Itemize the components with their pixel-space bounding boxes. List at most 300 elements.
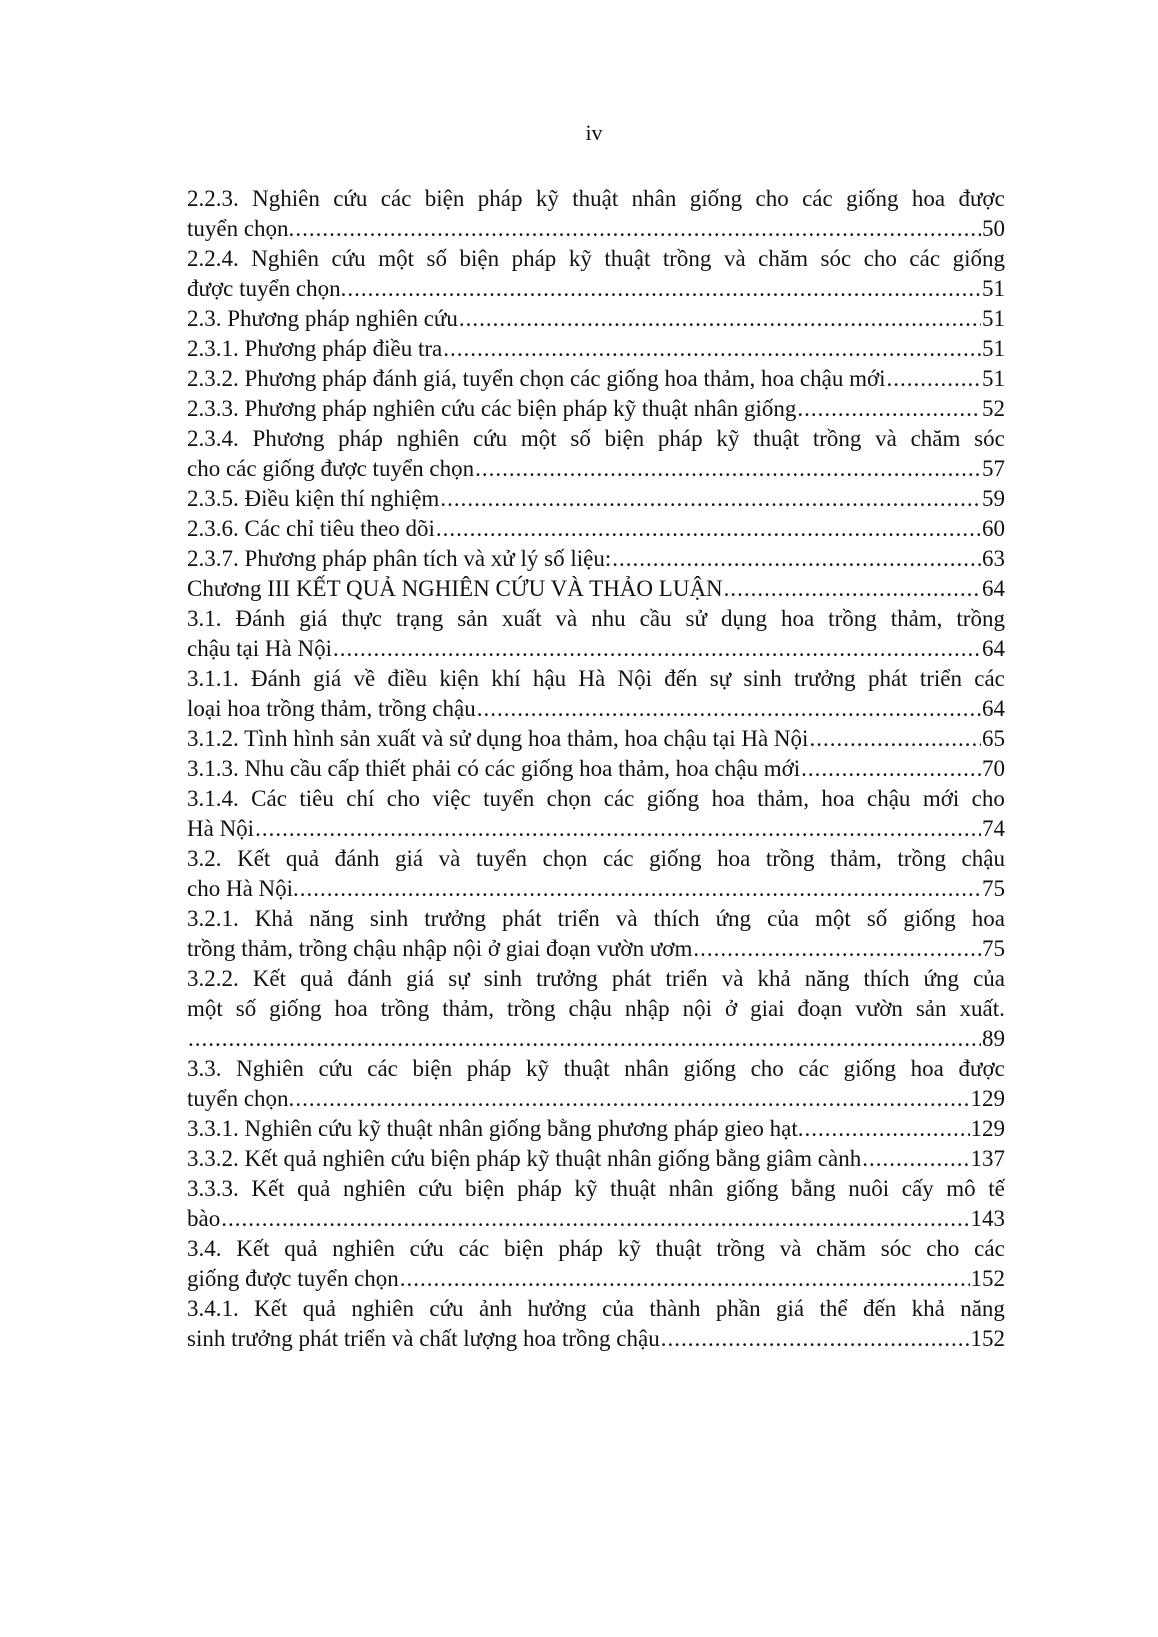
toc-entry-text: 2.3.6. Các chỉ tiêu theo dõi bbox=[187, 516, 435, 541]
toc-word: số bbox=[235, 996, 257, 1021]
toc-entry-line bbox=[187, 1204, 1005, 1234]
toc-entry-line bbox=[187, 574, 1005, 604]
toc-word: kỹ bbox=[535, 186, 559, 211]
toc-word: trồng bbox=[812, 426, 862, 451]
toc-word: phát bbox=[611, 966, 652, 991]
toc-page-number: 50 bbox=[982, 216, 1005, 241]
toc-word: 3.2.2. bbox=[187, 966, 239, 991]
toc-word: sinh bbox=[743, 666, 782, 691]
toc-word: giống bbox=[725, 1176, 779, 1201]
toc-leader-dots bbox=[188, 1024, 981, 1054]
toc-word: cứu bbox=[331, 246, 366, 271]
toc-leader-dots bbox=[862, 1144, 969, 1174]
toc-leader-dots bbox=[661, 1324, 970, 1354]
toc-word: biện bbox=[464, 1176, 505, 1201]
toc-leader-dots bbox=[612, 544, 981, 574]
toc-word: sản bbox=[457, 606, 488, 631]
toc-word: chậu bbox=[866, 786, 911, 811]
toc-word: biện bbox=[604, 426, 645, 451]
toc-word: nhu bbox=[591, 606, 626, 631]
toc-word: của bbox=[767, 906, 800, 931]
toc-word: thể bbox=[819, 1296, 848, 1321]
toc-word: Nghiên bbox=[252, 186, 320, 211]
toc-page-number: 51 bbox=[982, 276, 1005, 301]
toc-word: phát bbox=[867, 666, 908, 691]
toc-page-number: 129 bbox=[970, 1086, 1005, 1111]
toc-word: dụng bbox=[720, 606, 767, 631]
toc-word: chăm bbox=[758, 246, 808, 271]
toc-word: thuật bbox=[563, 1056, 610, 1081]
toc-word: giai bbox=[750, 996, 785, 1021]
toc-entry-line bbox=[187, 1174, 1005, 1204]
toc-word: chăm bbox=[910, 426, 961, 451]
toc-word: triển bbox=[919, 666, 962, 691]
toc-word: cứu bbox=[418, 1176, 453, 1201]
toc-word: Hà bbox=[578, 666, 606, 691]
toc-word: các bbox=[367, 1056, 398, 1081]
toc-word: triển bbox=[557, 906, 600, 931]
toc-word: cấy bbox=[901, 1176, 934, 1201]
toc-word: các bbox=[802, 186, 833, 211]
toc-word: thảm, bbox=[890, 606, 943, 631]
toc-entry-line bbox=[187, 484, 1005, 514]
toc-page-number: 64 bbox=[982, 696, 1005, 721]
toc-word: 2.2.3. bbox=[187, 186, 239, 211]
toc-word: phát bbox=[501, 906, 542, 931]
toc-entry-line bbox=[187, 274, 1005, 304]
toc-word: chọn bbox=[542, 846, 588, 871]
toc-word: giống bbox=[689, 186, 743, 211]
toc-word: mới bbox=[922, 786, 960, 811]
toc-word: các bbox=[380, 186, 412, 211]
toc-entry bbox=[187, 724, 1005, 754]
toc-word: triển bbox=[665, 966, 708, 991]
toc-word: khả bbox=[911, 1296, 945, 1321]
toc-leader-dots bbox=[255, 814, 981, 844]
toc-word: các bbox=[909, 246, 941, 271]
toc-entry-line bbox=[187, 1054, 1005, 1084]
toc-word: thực bbox=[341, 606, 382, 631]
toc-page-number: 52 bbox=[982, 396, 1005, 421]
toc-page-number: 60 bbox=[982, 516, 1005, 541]
toc-word: Kết bbox=[251, 1176, 285, 1201]
toc-entry-line bbox=[187, 634, 1005, 664]
toc-word: sử bbox=[685, 606, 707, 631]
toc-page-number: 63 bbox=[982, 546, 1005, 571]
toc-leader-dots bbox=[440, 484, 981, 514]
toc-word: đoạn bbox=[797, 996, 843, 1021]
toc-word: xuất bbox=[501, 606, 542, 631]
toc-word: chậu bbox=[961, 846, 1005, 871]
toc-page-number: 143 bbox=[970, 1206, 1005, 1231]
toc-word: được bbox=[958, 1056, 1005, 1081]
toc-word: đến bbox=[664, 666, 698, 691]
toc-entry-line bbox=[187, 874, 1005, 904]
toc-word: giá bbox=[776, 1296, 805, 1321]
toc-word: hoa bbox=[711, 786, 745, 811]
toc-entry-text: 3.1.2. Tình hình sản xuất và sử dụng hoa thảm, hoa chậu tại Hà Nội bbox=[187, 726, 809, 751]
toc-entry-line bbox=[187, 1324, 1005, 1354]
toc-leader-dots bbox=[804, 1114, 969, 1144]
toc-entry-text: 3.3.2. Kết quả nghiên cứu biện pháp kỹ thuật nhân giống bằng giâm cành bbox=[187, 1146, 862, 1171]
toc-word: nghiên bbox=[396, 426, 460, 451]
toc-page-number: 51 bbox=[982, 336, 1005, 361]
toc-word: thảm, bbox=[442, 996, 494, 1021]
toc-word: giống bbox=[683, 1056, 736, 1081]
toc-word: được bbox=[958, 186, 1005, 211]
toc-entry-text: 2.3.1. Phương pháp điều tra bbox=[187, 336, 443, 361]
toc-word: thuật bbox=[604, 246, 651, 271]
toc-entry bbox=[187, 964, 1005, 1054]
toc-word: giống bbox=[269, 996, 322, 1021]
toc-entry-line bbox=[187, 1294, 1005, 1324]
toc-entry-line bbox=[187, 424, 1005, 454]
toc-page-number: 129 bbox=[970, 1116, 1005, 1141]
toc-entry-line bbox=[187, 724, 1005, 754]
toc-leader-dots bbox=[459, 304, 981, 334]
toc-entry bbox=[187, 484, 1005, 514]
toc-word: các bbox=[458, 1236, 490, 1261]
toc-entry-line bbox=[187, 1264, 1005, 1294]
toc-entry bbox=[187, 904, 1005, 964]
toc-entry bbox=[187, 844, 1005, 904]
toc-entry-line bbox=[187, 214, 1005, 244]
toc-word: Nội bbox=[617, 666, 652, 691]
toc-word: giống bbox=[903, 906, 956, 931]
toc-word: giá bbox=[394, 846, 424, 871]
toc-word: việc bbox=[432, 786, 471, 811]
toc-leader-dots bbox=[693, 934, 981, 964]
toc-word: hoa bbox=[910, 1056, 944, 1081]
toc-word: sinh bbox=[369, 906, 409, 931]
toc-entry-line bbox=[187, 814, 1005, 844]
toc-word: trồng bbox=[380, 996, 430, 1021]
toc-word: Đánh bbox=[235, 606, 286, 631]
toc-word: nhân bbox=[668, 1176, 714, 1201]
toc-word: Các bbox=[251, 786, 287, 811]
toc-word: Kết bbox=[236, 1236, 270, 1261]
toc-word: cho bbox=[750, 1056, 784, 1081]
toc-page-number: 75 bbox=[982, 936, 1005, 961]
toc-page-number: 51 bbox=[982, 366, 1005, 391]
toc-entry bbox=[187, 784, 1005, 844]
toc-word: Kết bbox=[252, 966, 287, 991]
toc-word: hoa bbox=[821, 786, 855, 811]
toc-entry bbox=[187, 334, 1005, 364]
toc-word: chọn bbox=[546, 786, 592, 811]
toc-entry-text: 2.3. Phương pháp nghiên cứu bbox=[187, 306, 458, 331]
toc-word: của bbox=[973, 966, 1005, 991]
toc-word: điều bbox=[387, 666, 428, 691]
toc-word: thảm, bbox=[757, 786, 809, 811]
toc-page-number: 152 bbox=[970, 1266, 1005, 1291]
toc-word: thuật bbox=[572, 186, 619, 211]
toc-word: giá bbox=[299, 606, 328, 631]
toc-entry bbox=[187, 364, 1005, 394]
toc-entry-text: giống được tuyển chọn bbox=[187, 1266, 399, 1291]
toc-leader-dots bbox=[801, 754, 981, 784]
toc-leader-dots bbox=[443, 334, 981, 364]
toc-entry-line bbox=[187, 754, 1005, 784]
toc-entry-text: sinh trưởng phát triển và chất lượng hoa trồng chậu bbox=[187, 1326, 660, 1351]
toc-word: nhập bbox=[624, 996, 670, 1021]
toc-entry-text: 2.3.7. Phương pháp phân tích và xử lý số liệu: bbox=[187, 546, 612, 571]
toc-entry-text: 2.3.2. Phương pháp đánh giá, tuyển chọn các giống hoa thảm, hoa chậu mới bbox=[187, 366, 886, 391]
toc-word: kiện bbox=[439, 666, 479, 691]
toc-word: một bbox=[187, 996, 223, 1021]
toc-word: trồng bbox=[662, 246, 712, 271]
toc-entry-line bbox=[187, 544, 1005, 574]
toc-word: cho bbox=[863, 246, 897, 271]
toc-word: hoa bbox=[911, 186, 946, 211]
toc-word: chăm bbox=[816, 1236, 866, 1261]
toc-word: kỹ bbox=[716, 426, 740, 451]
toc-word: năng bbox=[960, 1296, 1005, 1321]
toc-word: phần bbox=[715, 1296, 761, 1321]
toc-word: số bbox=[426, 246, 447, 271]
toc-leader-dots bbox=[221, 1204, 969, 1234]
toc-word: xuất. bbox=[959, 996, 1005, 1021]
toc-leader-dots bbox=[436, 514, 981, 544]
toc-word: hậu bbox=[532, 666, 567, 691]
toc-word: pháp bbox=[558, 1236, 604, 1261]
toc-entry-text: trồng thảm, trồng chậu nhập nội ở giai đoạn vườn ươm bbox=[187, 936, 693, 961]
toc-entry-line bbox=[187, 1084, 1005, 1114]
toc-word: Kết bbox=[254, 1296, 288, 1321]
toc-word: nghiên bbox=[332, 1236, 395, 1261]
toc-entry bbox=[187, 1054, 1005, 1114]
toc-entry-text: tuyển chọn. bbox=[187, 216, 295, 241]
toc-entry-line bbox=[187, 244, 1005, 274]
toc-word: sản bbox=[915, 996, 947, 1021]
toc-word: và bbox=[721, 966, 744, 991]
toc-word: trạng bbox=[395, 606, 444, 631]
toc-leader-dots bbox=[400, 1264, 970, 1294]
toc-word: 3.3.3. bbox=[187, 1176, 239, 1201]
toc-word: biện bbox=[412, 1056, 453, 1081]
toc-page-number: 152 bbox=[970, 1326, 1005, 1351]
toc-entry-text: Hà Nội bbox=[187, 816, 255, 841]
toc-word: 3.1. bbox=[187, 606, 222, 631]
toc-word: kỹ bbox=[574, 1176, 598, 1201]
toc-word: ảnh bbox=[478, 1296, 513, 1321]
toc-entry-text: 3.3.1. Nghiên cứu kỹ thuật nhân giống bằng phương pháp gieo hạt. bbox=[187, 1116, 804, 1141]
toc-entry bbox=[187, 754, 1005, 784]
toc-word: các bbox=[974, 1236, 1005, 1261]
toc-word: 3.3. bbox=[187, 1056, 222, 1081]
toc-word: cứu bbox=[333, 186, 368, 211]
toc-word: mô bbox=[946, 1176, 976, 1201]
toc-word: ứng bbox=[715, 906, 752, 931]
toc-word: số bbox=[570, 426, 591, 451]
table-of-contents bbox=[187, 184, 1005, 1354]
toc-page-number: 70 bbox=[982, 756, 1005, 781]
toc-leader-dots bbox=[797, 394, 981, 424]
toc-word: khí bbox=[491, 666, 521, 691]
toc-page-number: 59 bbox=[982, 486, 1005, 511]
toc-word: giống bbox=[843, 1056, 897, 1081]
toc-word: pháp bbox=[338, 426, 383, 451]
toc-word: 3.2.1. bbox=[187, 906, 239, 931]
toc-entry-line bbox=[187, 1024, 1005, 1054]
toc-word: biện bbox=[424, 186, 465, 211]
toc-word: thích bbox=[653, 906, 700, 931]
toc-word: giống bbox=[952, 246, 1005, 271]
page-number: iv bbox=[585, 120, 603, 145]
toc-word: vườn bbox=[855, 996, 903, 1021]
toc-entry-line bbox=[187, 844, 1005, 874]
toc-entry-line bbox=[187, 784, 1005, 814]
toc-word: ứng bbox=[923, 966, 960, 991]
toc-entry-text: Chương III KẾT QUẢ NGHIÊN CỨU VÀ THẢO LUẬN bbox=[187, 576, 723, 601]
toc-word: giống bbox=[649, 846, 702, 871]
toc-word: cầu bbox=[639, 606, 672, 631]
toc-word: pháp bbox=[477, 186, 523, 211]
toc-word: tiêu bbox=[299, 786, 334, 811]
toc-entry bbox=[187, 1174, 1005, 1234]
toc-entry bbox=[187, 544, 1005, 574]
toc-page-number: 137 bbox=[970, 1146, 1005, 1171]
toc-word: số bbox=[866, 906, 888, 931]
toc-word: cứu bbox=[318, 1056, 353, 1081]
toc-entry bbox=[187, 304, 1005, 334]
toc-word: chậu bbox=[568, 996, 612, 1021]
toc-entry-line bbox=[187, 904, 1005, 934]
toc-word: năng bbox=[309, 906, 354, 931]
toc-page-number: 64 bbox=[982, 636, 1005, 661]
toc-word: pháp bbox=[466, 1056, 512, 1081]
toc-word: nghiên bbox=[351, 1296, 414, 1321]
toc-word: các bbox=[603, 786, 635, 811]
toc-entry-text: loại hoa trồng thảm, trồng chậu bbox=[187, 696, 476, 721]
toc-word: ở bbox=[724, 996, 738, 1021]
toc-word: 3.4. bbox=[187, 1236, 222, 1261]
toc-word: 3.2. bbox=[187, 846, 222, 871]
toc-leader-dots bbox=[477, 694, 981, 724]
toc-word: quả bbox=[302, 1296, 336, 1321]
toc-word: đánh bbox=[347, 966, 393, 991]
toc-word: pháp bbox=[511, 246, 557, 271]
toc-entry-line bbox=[187, 994, 1005, 1024]
toc-entry-text: cho các giống được tuyển chọn bbox=[187, 456, 475, 481]
toc-word: trồng bbox=[765, 846, 815, 871]
toc-word: hưởng bbox=[527, 1296, 587, 1321]
toc-word: kỹ bbox=[526, 1056, 550, 1081]
toc-word: của bbox=[602, 1296, 634, 1321]
toc-entry-line bbox=[187, 1114, 1005, 1144]
toc-entry bbox=[187, 604, 1005, 664]
toc-entry-text: 2.3.3. Phương pháp nghiên cứu các biện pháp kỹ thuật nhân giống bbox=[187, 396, 797, 421]
toc-word: quả bbox=[300, 966, 334, 991]
toc-word: sự bbox=[448, 966, 470, 991]
toc-word: nuôi bbox=[848, 1176, 890, 1201]
toc-word: Phương bbox=[252, 426, 325, 451]
toc-word: quả bbox=[297, 1176, 331, 1201]
toc-word: cho bbox=[971, 786, 1005, 811]
toc-word: về bbox=[353, 666, 376, 691]
toc-word: 2.2.4. bbox=[187, 246, 239, 271]
toc-word: Kết bbox=[237, 846, 271, 871]
toc-word: sóc bbox=[974, 426, 1005, 451]
toc-word: tuyển bbox=[483, 786, 535, 811]
toc-word: hoa bbox=[717, 846, 751, 871]
toc-entry-line bbox=[187, 334, 1005, 364]
toc-word: 3.4.1. bbox=[187, 1296, 239, 1321]
toc-word: cho bbox=[386, 786, 420, 811]
toc-word: pháp bbox=[517, 1176, 562, 1201]
toc-entry bbox=[187, 1234, 1005, 1294]
toc-word: hoa bbox=[780, 606, 815, 631]
toc-word: Nghiên bbox=[236, 1056, 304, 1081]
toc-entry-line bbox=[187, 694, 1005, 724]
toc-entry bbox=[187, 1144, 1005, 1174]
toc-word: năng bbox=[804, 966, 850, 991]
toc-entry-text: 3.1.3. Nhu cầu cấp thiết phải có các giống hoa thảm, hoa chậu mới bbox=[187, 756, 801, 781]
toc-word: đánh bbox=[334, 846, 380, 871]
toc-word: cho bbox=[755, 186, 789, 211]
toc-leader-dots bbox=[475, 454, 981, 484]
toc-word: quả bbox=[285, 846, 320, 871]
toc-word: giá bbox=[313, 666, 342, 691]
toc-leader-dots bbox=[333, 634, 981, 664]
toc-word: sinh bbox=[483, 966, 523, 991]
toc-word: khả bbox=[757, 966, 791, 991]
toc-word: thảm, bbox=[830, 846, 882, 871]
toc-entry-text: 2.3.5. Điều kiện thí nghiệm bbox=[187, 486, 440, 511]
toc-word: kỹ bbox=[568, 246, 592, 271]
toc-word: một bbox=[520, 426, 557, 451]
toc-entry bbox=[187, 664, 1005, 724]
toc-word: các bbox=[798, 1056, 830, 1081]
toc-word: sóc bbox=[820, 246, 852, 271]
toc-entry-line bbox=[187, 454, 1005, 484]
toc-word: sự bbox=[709, 666, 732, 691]
toc-page-number: 51 bbox=[982, 306, 1005, 331]
toc-entry-text: được tuyển chọn. bbox=[187, 276, 347, 301]
toc-word: trưởng bbox=[536, 966, 598, 991]
toc-word: nhân bbox=[631, 186, 677, 211]
toc-entry-line bbox=[187, 304, 1005, 334]
toc-word: một bbox=[378, 246, 414, 271]
toc-word: đến bbox=[863, 1296, 897, 1321]
toc-page-number: 89 bbox=[982, 1026, 1005, 1051]
toc-entry bbox=[187, 574, 1005, 604]
toc-word: biện bbox=[503, 1236, 544, 1261]
toc-entry-line bbox=[187, 934, 1005, 964]
toc-entry-text: bào bbox=[187, 1206, 221, 1231]
toc-word: bằng bbox=[790, 1176, 836, 1201]
toc-word: trưởng bbox=[424, 906, 486, 931]
toc-entry-text: chậu tại Hà Nội bbox=[187, 636, 332, 661]
toc-word: một bbox=[815, 906, 851, 931]
toc-word: biện bbox=[459, 246, 500, 271]
toc-word: trồng bbox=[506, 996, 556, 1021]
toc-word: và bbox=[555, 606, 578, 631]
toc-word: và bbox=[723, 246, 746, 271]
toc-word: tế bbox=[988, 1176, 1005, 1201]
toc-word: cứu bbox=[472, 426, 508, 451]
toc-word: giá bbox=[406, 966, 435, 991]
toc-word: trồng bbox=[897, 846, 946, 871]
toc-entry-line bbox=[187, 184, 1005, 214]
toc-word: và bbox=[779, 1236, 802, 1261]
toc-entry-line bbox=[187, 964, 1005, 994]
toc-entry-text: tuyển chọn. bbox=[187, 1086, 295, 1111]
toc-word: nội bbox=[682, 996, 712, 1021]
toc-word: hoa bbox=[334, 996, 368, 1021]
toc-leader-dots bbox=[295, 1084, 969, 1114]
toc-word: giống bbox=[846, 186, 899, 211]
